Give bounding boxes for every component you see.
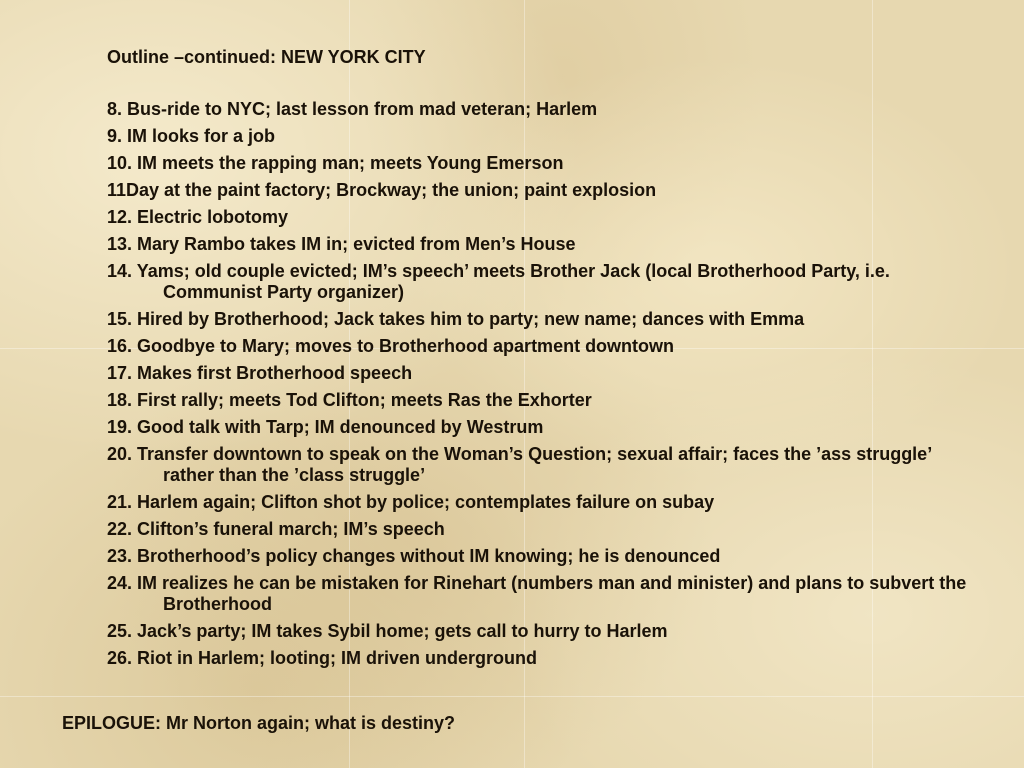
outline-item: 9. IM looks for a job [107, 126, 276, 146]
outline-list [107, 99, 967, 675]
outline-item: 17. Makes first Brotherhood speech [107, 363, 413, 383]
slide-heading: Outline –continued: NEW YORK CITY [107, 47, 426, 67]
outline-item: 10. IM meets the rapping man; meets Young Emerson [107, 153, 564, 173]
outline-item: 23. Brotherhood’s policy changes without IM knowing; he is denounced [107, 546, 721, 566]
outline-item: 25. Jack’s party; IM takes Sybil home; gets call to hurry to Harlem [107, 621, 668, 641]
outline-item: 14. Yams; old couple evicted; IM’s speech’ meets Brother Jack (local Brotherhood Party, i.e. Communist Party organizer) [107, 261, 890, 302]
outline-item: 21. Harlem again; Clifton shot by police; contemplates failure on subay [107, 492, 715, 512]
outline-item: 12. Electric lobotomy [107, 207, 289, 227]
outline-item: 18. First rally; meets Tod Clifton; meets Ras the Exhorter [107, 390, 592, 410]
outline-item: 20. Transfer downtown to speak on the Woman’s Question; sexual affair; faces the ’ass struggle’ rather than the ’class struggle’ [107, 444, 932, 485]
outline-item: 22. Clifton’s funeral march; IM’s speech [107, 519, 445, 539]
epilogue-text: EPILOGUE: Mr Norton again; what is destiny? [62, 713, 456, 733]
outline-item: 16. Goodbye to Mary; moves to Brotherhood apartment downtown [107, 336, 675, 356]
outline-item: 15. Hired by Brotherhood; Jack takes him to party; new name; dances with Emma [107, 309, 805, 329]
outline-item: 13. Mary Rambo takes IM in; evicted from Men’s House [107, 234, 576, 254]
outline-item: 11Day at the paint factory; Brockway; the union; paint explosion [107, 180, 657, 200]
outline-item: 26. Riot in Harlem; looting; IM driven underground [107, 648, 538, 668]
outline-item: 19. Good talk with Tarp; IM denounced by Westrum [107, 417, 544, 437]
outline-item: 8. Bus-ride to NYC; last lesson from mad veteran; Harlem [107, 99, 598, 119]
outline-item: 24. IM realizes he can be mistaken for Rinehart (numbers man and minister) and plans to subvert the Brotherhood [107, 573, 967, 614]
